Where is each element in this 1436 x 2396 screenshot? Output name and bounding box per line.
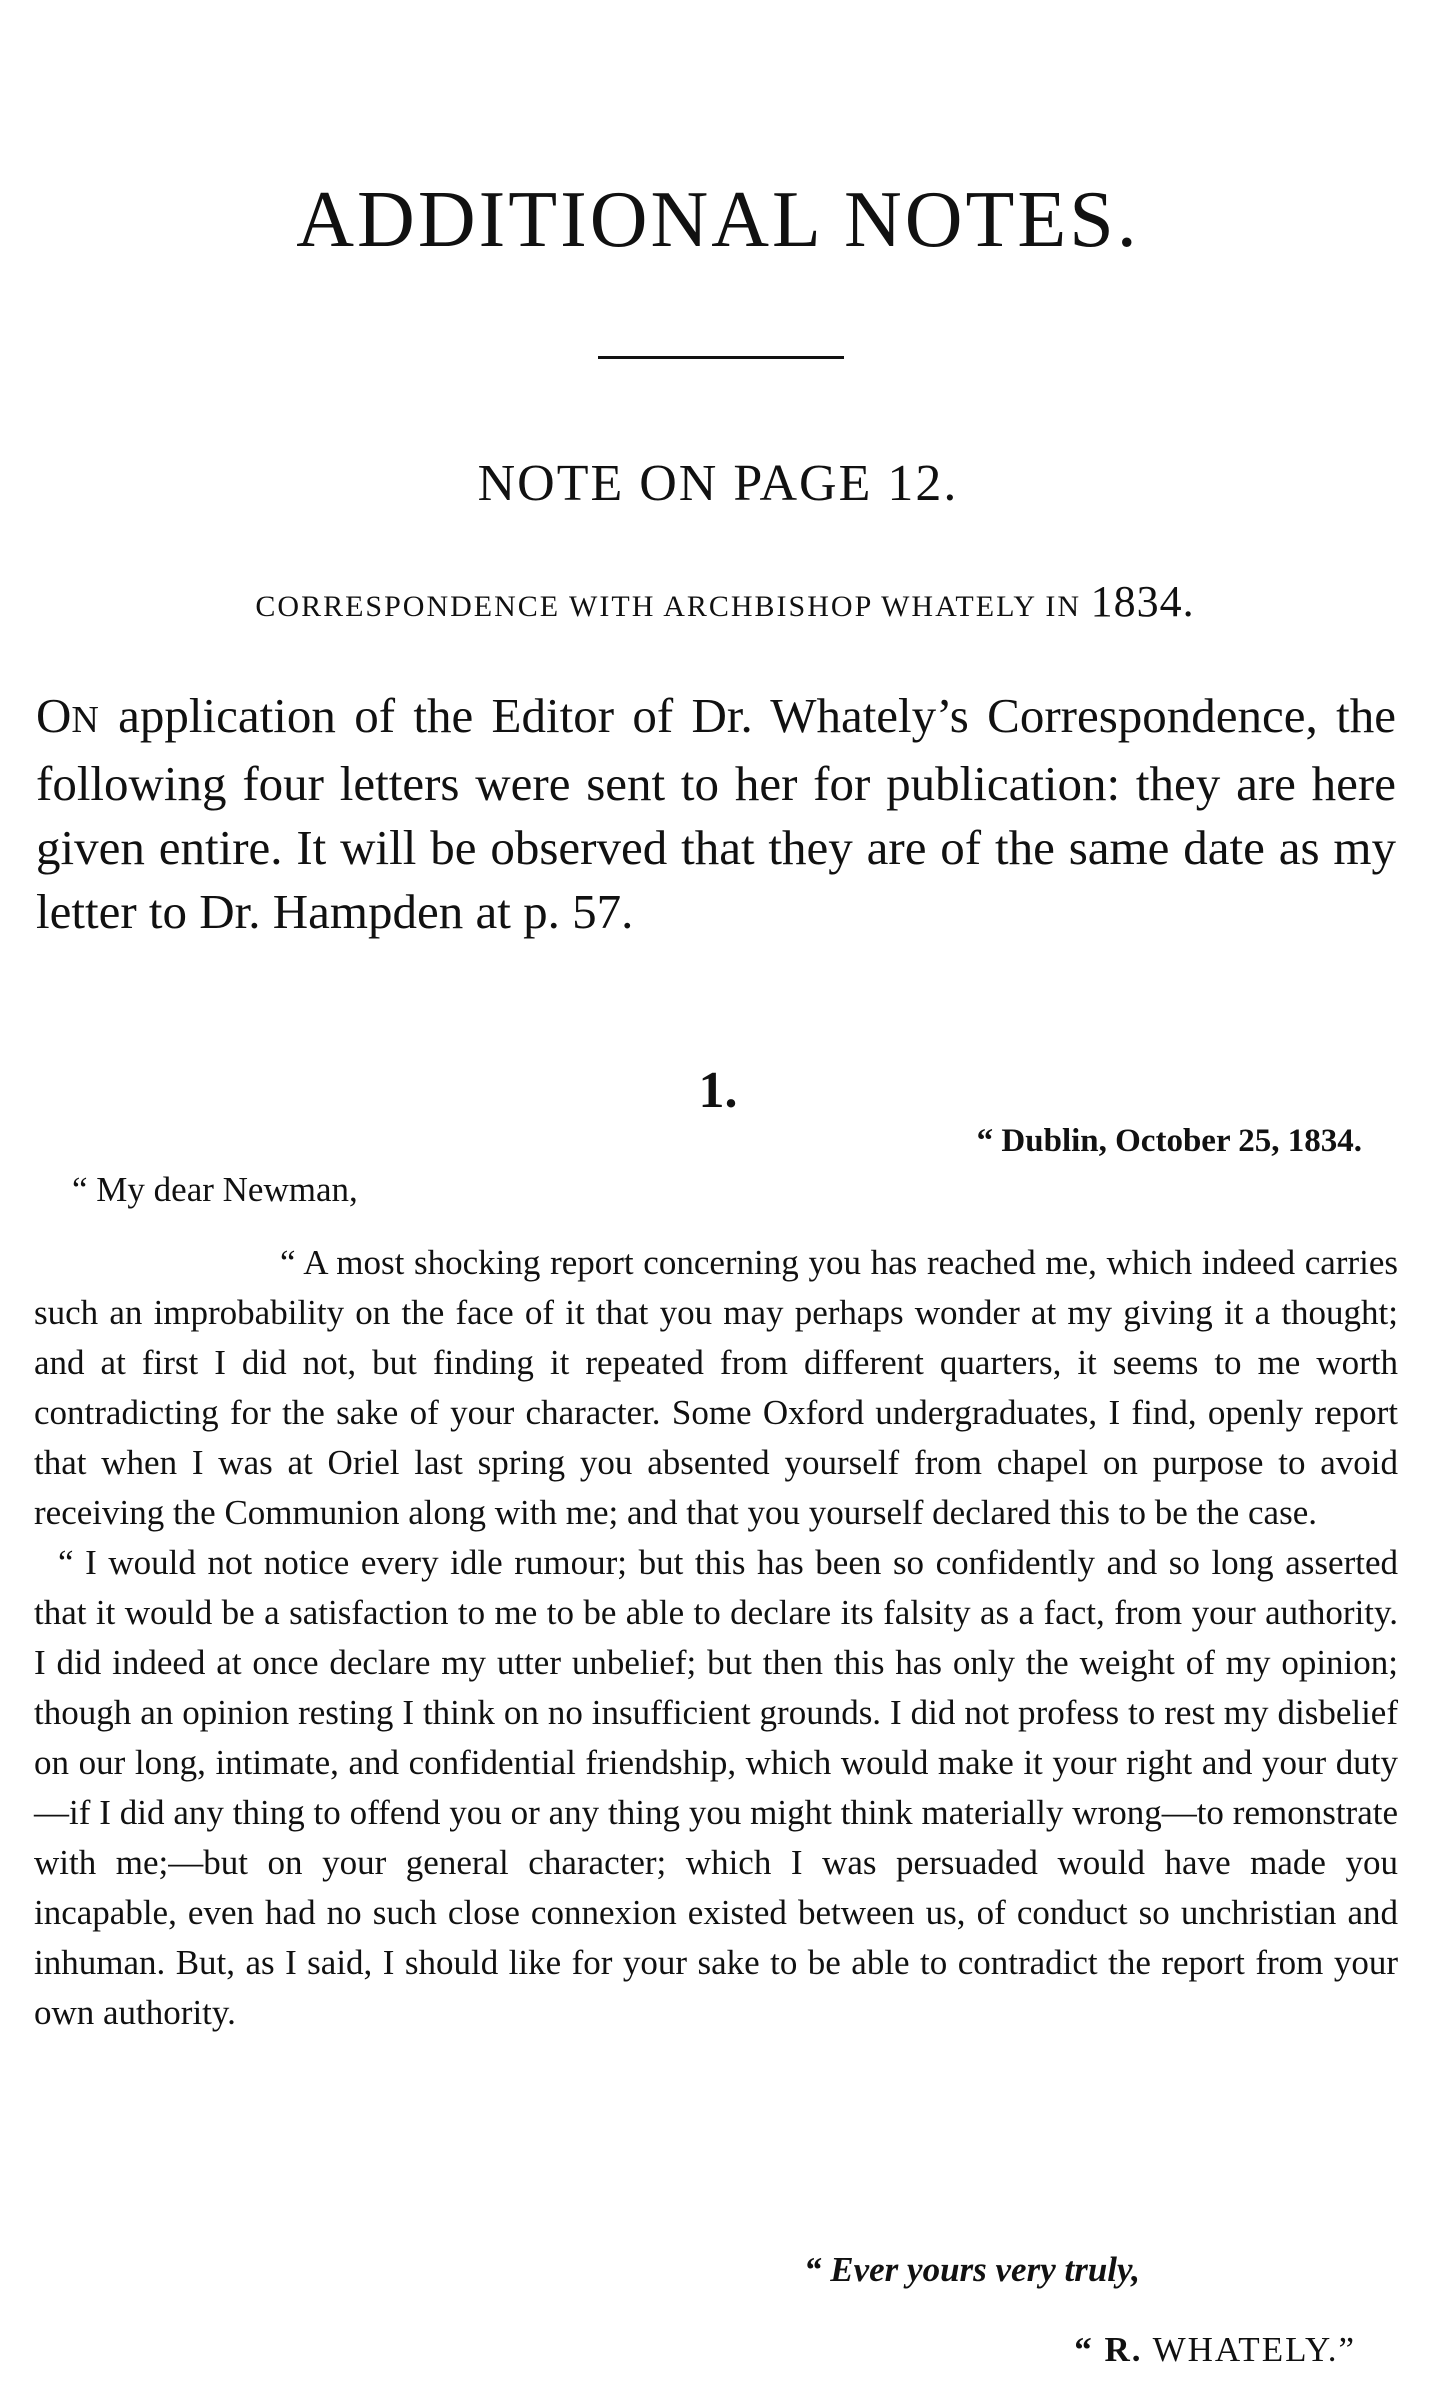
subheading-year: 1834. [1090, 577, 1195, 626]
page-title: ADDITIONAL NOTES. [296, 176, 1140, 264]
signature-initial: “ R. [1074, 2330, 1143, 2369]
title-divider [598, 356, 844, 359]
letter-closing: “ Ever yours very truly, [804, 2250, 1141, 2289]
subheading-text: CORRESPONDENCE WITH ARCHBISHOP WHATELY IN [255, 590, 1082, 623]
section-subheading [60, 577, 1390, 626]
intro-paragraph [36, 684, 1396, 944]
intro-text: application of the Editor of Dr. Whately’s Correspondence, the following four letters were sent to her for publication: they are here given entire. It will be observed that they are of the same date as my letter to Dr. Hampden at p. 57. [36, 688, 1396, 939]
intro-drop-letter: O [36, 688, 72, 743]
note-heading: NOTE ON PAGE 12. [477, 455, 959, 512]
letter-dateline: “ Dublin, October 25, 1834. [976, 1123, 1362, 1159]
letter-paragraph: “ A most shocking report concerning you has reached me, which indeed carries such an improbability on the face of it that you may perhaps wonder at my giving it a thought; and at first I did not, but finding it repeated from different quarters, it seems to me worth contradicting for the sake of your character. Some Oxford undergraduates, I find, openly report that when I was at Oriel last spring you absented yourself from chapel on purpose to avoid receiving the Communion along with me; and that you yourself declared this to be the case. [34, 1243, 1398, 1532]
letter-salutation: “ My dear Newman, [72, 1170, 358, 1209]
letter-signature [1074, 2332, 1356, 2367]
letter-paragraph: “ I would not notice every idle rumour; but this has been so confidently and so long asserted that it would be a satisfaction to me to be able to declare its falsity as a fact, from your authority. I did indeed at once declare my utter unbelief; but then this has only the weight of my opinion; though an opinion resting I think on no insufficient grounds. I did not profess to rest my disbelief on our long, intimate, and confidential friendship, which would make it your right and your duty—if I did any thing to offend you or any thing you might think materially wrong—to remonstrate with me;—but on your general character; which I was persuaded would have made you incapable, even had no such close connexion existed between us, of conduct so unchristian and inhuman. But, as I said, I should like for your sake to be able to contradict the report from your own authority. [34, 1543, 1398, 2032]
letter-number: 1. [698, 1062, 738, 1119]
signature-name: WHATELY.” [1142, 2330, 1356, 2369]
letter-body [34, 1238, 1398, 2038]
intro-small-caps: N [71, 699, 100, 741]
